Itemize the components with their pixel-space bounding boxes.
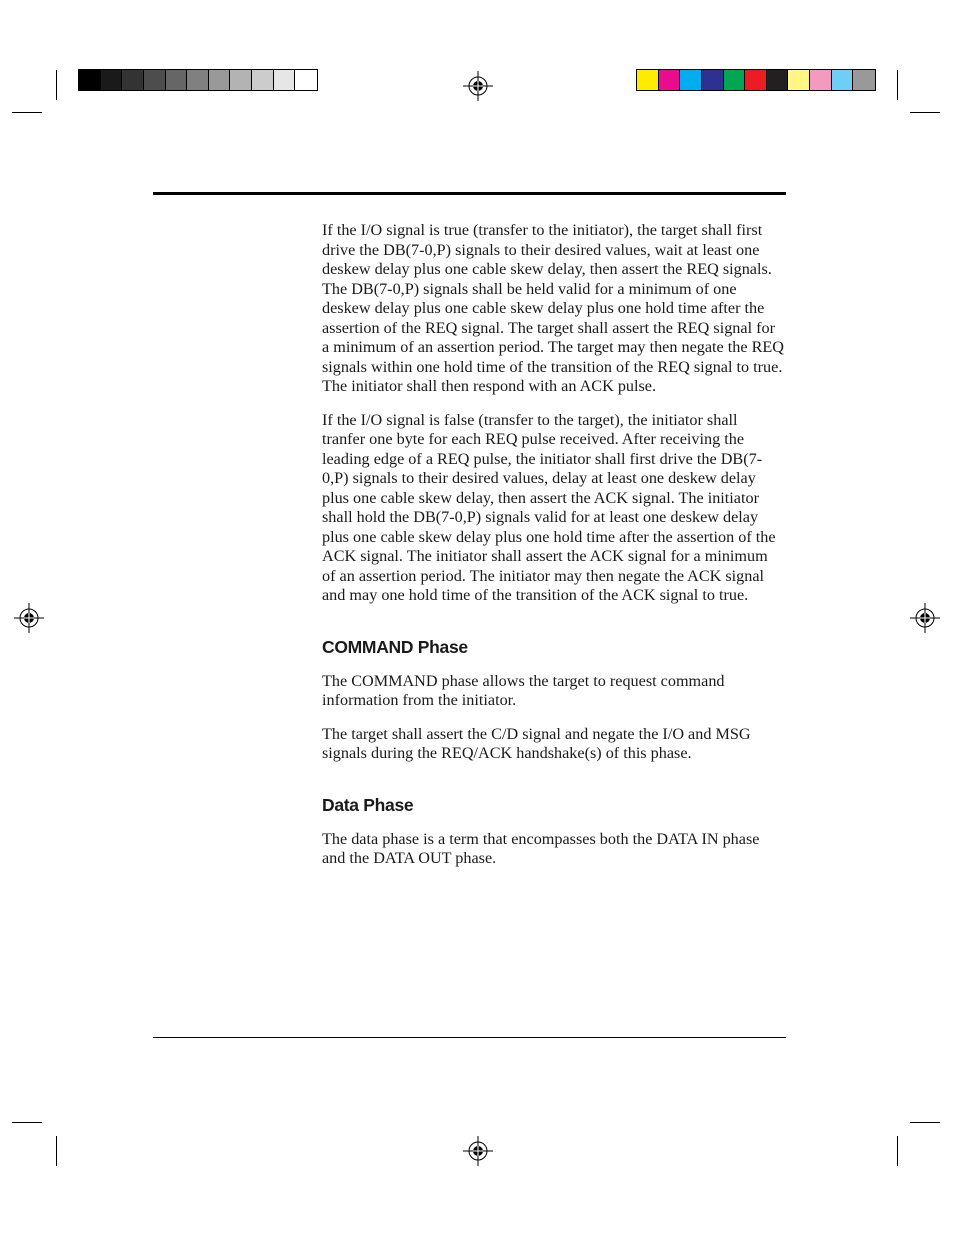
registration-mark-icon [14, 603, 44, 633]
crop-mark [56, 1136, 57, 1166]
registration-mark-icon [463, 1136, 493, 1166]
color-swatch [79, 70, 101, 90]
section-heading-data-phase: Data Phase [322, 794, 414, 815]
color-swatch [788, 70, 810, 90]
crop-mark [910, 1122, 940, 1123]
color-swatch [724, 70, 746, 90]
registration-mark-icon [910, 603, 940, 633]
footer-rule [153, 1037, 786, 1038]
color-swatch [810, 70, 832, 90]
color-swatch [101, 70, 123, 90]
color-swatch [295, 70, 317, 90]
process-color-bar [636, 69, 876, 91]
color-swatch [230, 70, 252, 90]
body-paragraph: The target shall assert the C/D signal and negate the I/O and MSG signals during the REQ/ACK handshake(s) of this phase. [322, 724, 751, 762]
page-content [322, 221, 784, 883]
color-swatch [252, 70, 274, 90]
crop-mark [897, 1136, 898, 1166]
color-swatch [745, 70, 767, 90]
color-swatch [702, 70, 724, 90]
registration-mark-icon [463, 71, 493, 101]
crop-mark [910, 112, 940, 113]
color-swatch [209, 70, 231, 90]
color-swatch [122, 70, 144, 90]
body-paragraph: The data phase is a term that encompasses both the DATA IN phase and the DATA OUT phase. [322, 829, 760, 867]
color-swatch [187, 70, 209, 90]
section-heading-command-phase: COMMAND Phase [322, 636, 468, 657]
color-swatch [166, 70, 188, 90]
color-swatch [144, 70, 166, 90]
crop-mark [56, 70, 57, 100]
crop-mark [12, 1122, 42, 1123]
color-swatch [832, 70, 854, 90]
color-swatch [274, 70, 296, 90]
color-swatch [767, 70, 789, 90]
color-swatch [853, 70, 875, 90]
color-swatch [637, 70, 659, 90]
header-rule [153, 192, 786, 195]
crop-mark [897, 70, 898, 100]
color-swatch [659, 70, 681, 90]
body-paragraph: The COMMAND phase allows the target to request command information from the initiator. [322, 671, 725, 709]
color-swatch [680, 70, 702, 90]
body-paragraph: If the I/O signal is false (transfer to the target), the initiator shall tranfer one byte for each REQ pulse received. After receiving the leading edge of a REQ pulse, the initiator shall first drive the DB(7-0,P) signals to their desired values, delay at least one deskew delay plus one cable skew delay, then assert the ACK signal. The initiator shall hold the DB(7-0,P) signals valid for at least one deskew delay plus one cable skew delay plus one hold time after the assertion of the ACK signal. The initiator shall assert the ACK signal for a minimum of an assertion period. The initiator may then negate the ACK signal and may one hold time of the transition of the ACK signal to true. [322, 410, 776, 604]
body-paragraph: If the I/O signal is true (transfer to the initiator), the target shall first drive the DB(7-0,P) signals to their desired values, wait at least one deskew delay plus one cable skew delay, then assert the REQ signals. The DB(7-0,P) signals shall be held valid for a minimum of one deskew delay plus one cable skew delay plus one hold time after the assertion of the REQ signal. The target shall assert the REQ signal for a minimum of an assertion period. The target may then negate the REQ signals within one hold time of the transition of the REQ signal to true. The initiator shall then respond with an ACK pulse. [322, 221, 784, 395]
grayscale-color-bar [78, 69, 318, 91]
crop-mark [12, 112, 42, 113]
